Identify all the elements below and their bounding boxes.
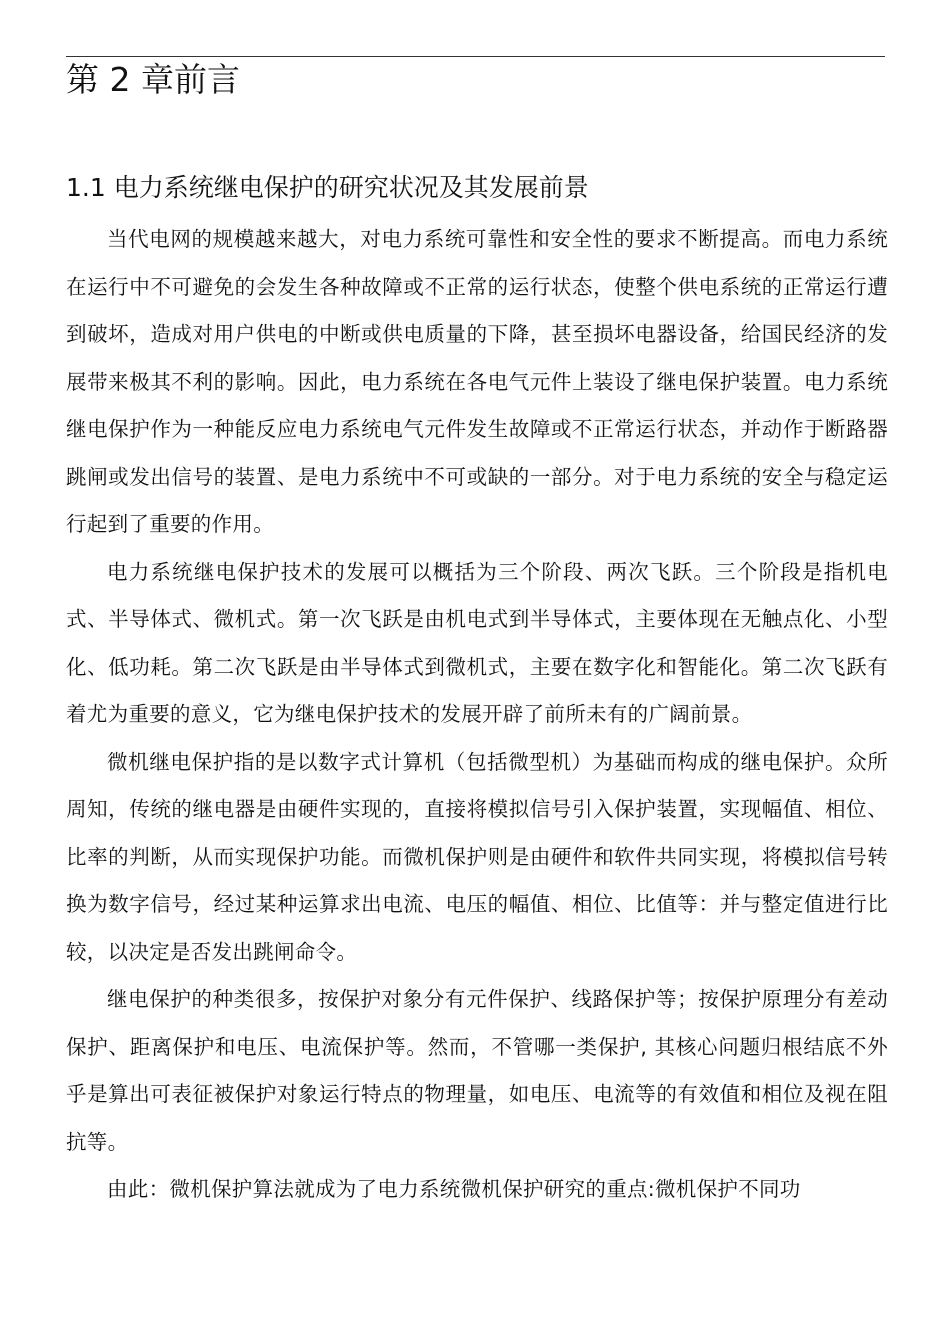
paragraph: 当代电网的规模越来越大，对电力系统可靠性和安全性的要求不断提高。而电力系统在运行中不可避免的会发生各种故障或不正常的运行状态，使整个供电系统的正常运行遭到破坏，造成对用户供电的中断或供电质量的下降，甚至损坏电器设备，给国民经济的发展带来极其不利的影响。因此，电力系统在各电气元件上装设了继电保护装置。电力系统继电保护作为一种能反应电力系统电气元件发生故障或不正常运行状态，并动作于断路器跳闸或发出信号的装置、是电力系统中不可或缺的一部分。对于电力系统的安全与稳定运行起到了重要的作用。 bbox=[66, 227, 888, 536]
chapter-title: 第 2 章前言 bbox=[66, 60, 240, 99]
paragraph: 继电保护的种类很多，按保护对象分有元件保护、线路保护等；按保护原理分有差动保护、距离保护和电压、电流保护等。然而，不管哪一类保护, 其核心问题归根结底不外乎是算出可表征被保护对象运行特点的物理量，如电压、电流等的有效值和相位及视在阻抗等。 bbox=[66, 987, 888, 1154]
section-title: 1.1 电力系统继电保护的研究状况及其发展前景 bbox=[66, 173, 589, 202]
body-text bbox=[66, 216, 888, 1214]
paragraph: 由此：微机保护算法就成为了电力系统微机保护研究的重点:微机保护不同功 bbox=[107, 1177, 801, 1201]
header-rule bbox=[66, 56, 885, 57]
paragraph: 电力系统继电保护技术的发展可以概括为三个阶段、两次飞跃。三个阶段是指机电式、半导体式、微机式。第一次飞跃是由机电式到半导体式，主要体现在无触点化、小型化、低功耗。第二次飞跃是由半导体式到微机式，主要在数字化和智能化。第二次飞跃有着尤为重要的意义，它为继电保护技术的发展开辟了前所未有的广阔前景。 bbox=[66, 559, 888, 726]
paragraph: 微机继电保护指的是以数字式计算机（包括微型机）为基础而构成的继电保护。众所周知，传统的继电器是由硬件实现的，直接将模拟信号引入保护装置，实现幅值、相位、比率的判断，从而实现保护功能。而微机保护则是由硬件和软件共同实现，将模拟信号转换为数字信号，经过某种运算求出电流、电压的幅值、相位、比值等：并与整定值进行比较，以决定是否发出跳闸命令。 bbox=[66, 749, 888, 964]
